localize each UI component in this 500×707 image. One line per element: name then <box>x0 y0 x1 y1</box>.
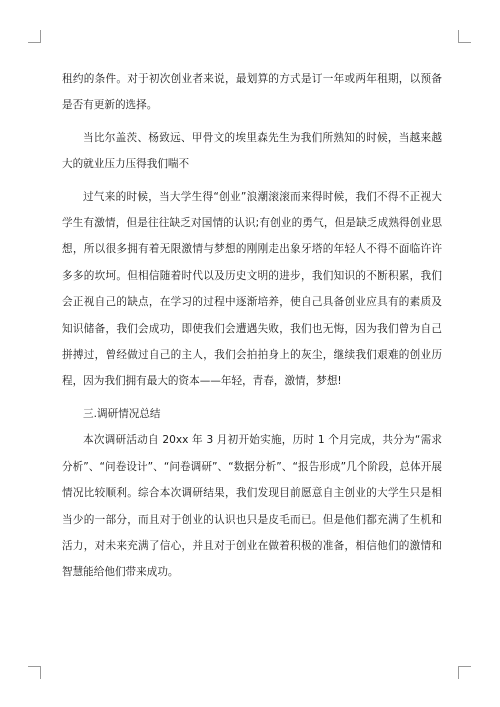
paragraph-intro: 当比尔盖茨、杨致远、甲骨文的埃里森先生为我们所熟知的时候，当越来越大的就业压力压得我们喘不 <box>62 131 442 171</box>
crop-mark-top-left <box>28 30 41 43</box>
crop-mark-bottom-right <box>458 666 471 679</box>
document-body <box>62 66 442 586</box>
section-heading-summary: 三.调研情况总结 <box>83 407 161 420</box>
paragraph-entrepreneurship: 过气来的时候，当大学生得“创业”浪潮滚滚而来得时候，我们不得不正视大学生有激情，但是往往缺乏对国情的认识;有创业的勇气，但是缺乏成熟得创业思想，所以很多拥有着无限激情与梦想的刚刚走出象牙塔的年轻人不得不面临许许多多的坎坷。但相信随着时代以及历史文明的进步，我们知识的不断积累，我们会正视自己的缺点，在学习的过程中逐渐培养，使自己具备创业应具有的素质及知识储备，我们会成功，即使我们会遭遇失败，我们也无悔，因为我们曾为自己拼搏过，曾经做过自己的主人，我们会拍拍身上的灰尘，继续我们艰难的创业历程，因为我们拥有最大的资本——年轻，青春，激情，梦想! <box>62 190 442 388</box>
crop-mark-top-right <box>458 30 471 43</box>
crop-mark-bottom-left <box>28 666 41 679</box>
paragraph-summary: 本次调研活动自 20xx 年 3 月初开始实施，历时 1 个月完成，共分为“需求分析”、“问卷设计”、“问卷调研”、“数据分析”、“报告形成”几个阶段，总体开展情况比较顺利。综合本次调研结果，我们发现目前愿意自主创业的大学生只是相当少的一部分，而且对于创业的认识也只是皮毛而已。但是他们都充满了生机和活力，对未来充满了信心，并且对于创业在做着积极的准备，相信他们的激情和智慧能给他们带来成功。 <box>62 434 442 579</box>
paragraph-lease-terms: 租约的条件。对于初次创业者来说，最划算的方式是订一年或两年租期，以预备是否有更新的选择。 <box>62 73 442 112</box>
